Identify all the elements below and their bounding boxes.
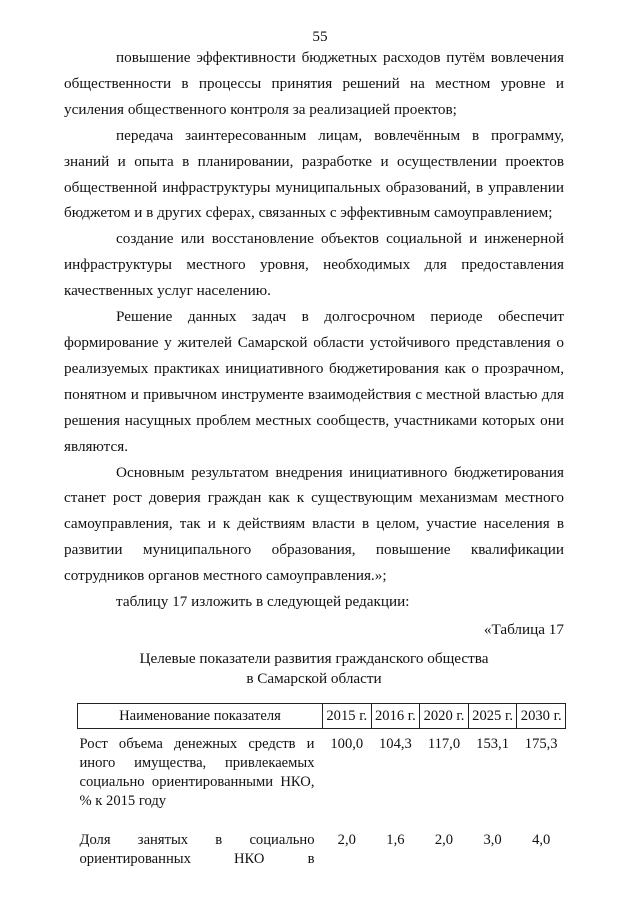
row-1-2015: 100,0 <box>330 736 364 752</box>
body-text <box>64 45 564 689</box>
row-1-name: Рост объема денежных средств и иного имущества, привлекаемых социально ориентированными НКО, % к 2015 году <box>79 736 315 809</box>
row-2-2025: 3,0 <box>483 832 502 848</box>
row-2-2020: 2,0 <box>434 832 454 848</box>
row-spacer <box>78 811 566 825</box>
row-2-2015: 2,0 <box>337 832 356 848</box>
header-2020: 2020 г. <box>420 704 469 729</box>
paragraph-4: Решение данных задач в долгосрочном периоде обеспечит формирование у жителей Самарской области устойчивого представления о реализуемых практиках инициативного бюджетирования как о прозрачном, понятном и привычном инструменте взаимодействия с местной властью для решения насущных проблем местных сообществ, участниками которых они являются. <box>64 308 564 455</box>
paragraph-6: таблицу 17 изложить в следующей редакции: <box>116 593 410 611</box>
row-1-2025: 153,1 <box>476 736 509 752</box>
table-row <box>78 825 566 869</box>
row-1-2016: 104,3 <box>378 736 412 752</box>
header-2025: 2025 г. <box>468 704 517 729</box>
indicators-table <box>77 703 566 869</box>
paragraph-2: передача заинтересованным лицам, вовлечённым в программу, знаний и опыта в планировании, разработке и осуществлении проектов общественной инфраструктуры муниципальных образований, в управлении бюджетом и в других сферах, связанных с эффективным самоуправлением; <box>64 126 564 222</box>
table-title-line-2: в Самарской области <box>246 669 382 687</box>
row-1-2020: 117,0 <box>427 736 461 752</box>
header-indicator-name: Наименование показателя <box>78 704 323 729</box>
row-2-2016: 1,6 <box>386 832 405 848</box>
paragraph-1: повышение эффективности бюджетных расходов путём вовлечения общественности в процессы принятия решений на местном уровне и усиления общественного контроля за реализацией проектов; <box>64 49 564 118</box>
table-row <box>78 729 566 812</box>
paragraph-3: создание или восстановление объектов социальной и инженерной инфраструктуры местного уровня, необходимых для предоставления качественных услуг населению. <box>64 230 564 300</box>
row-1-2030: 175,3 <box>524 736 558 752</box>
row-2-2030: 4,0 <box>532 832 551 848</box>
table-title <box>64 649 564 689</box>
table-title-line-1: Целевые показатели развития гражданского общества <box>139 649 489 667</box>
table-header-row <box>78 704 566 729</box>
header-2015: 2015 г. <box>323 704 372 729</box>
table-caption: «Таблица 17 <box>483 620 564 638</box>
page-number: 55 <box>312 28 328 45</box>
header-2016: 2016 г. <box>371 704 420 729</box>
row-2-name: Доля занятых в социально ориентированных НКО в <box>79 832 315 867</box>
paragraph-5: Основным результатом внедрения инициативного бюджетирования станет рост доверия граждан как к существующим механизмам местного самоуправления, так и к действиям власти в целом, участие населения в развитии муниципального образования, повышение квалификации сотрудников органов местного самоуправления.»; <box>64 463 564 585</box>
header-2030: 2030 г. <box>517 704 566 729</box>
